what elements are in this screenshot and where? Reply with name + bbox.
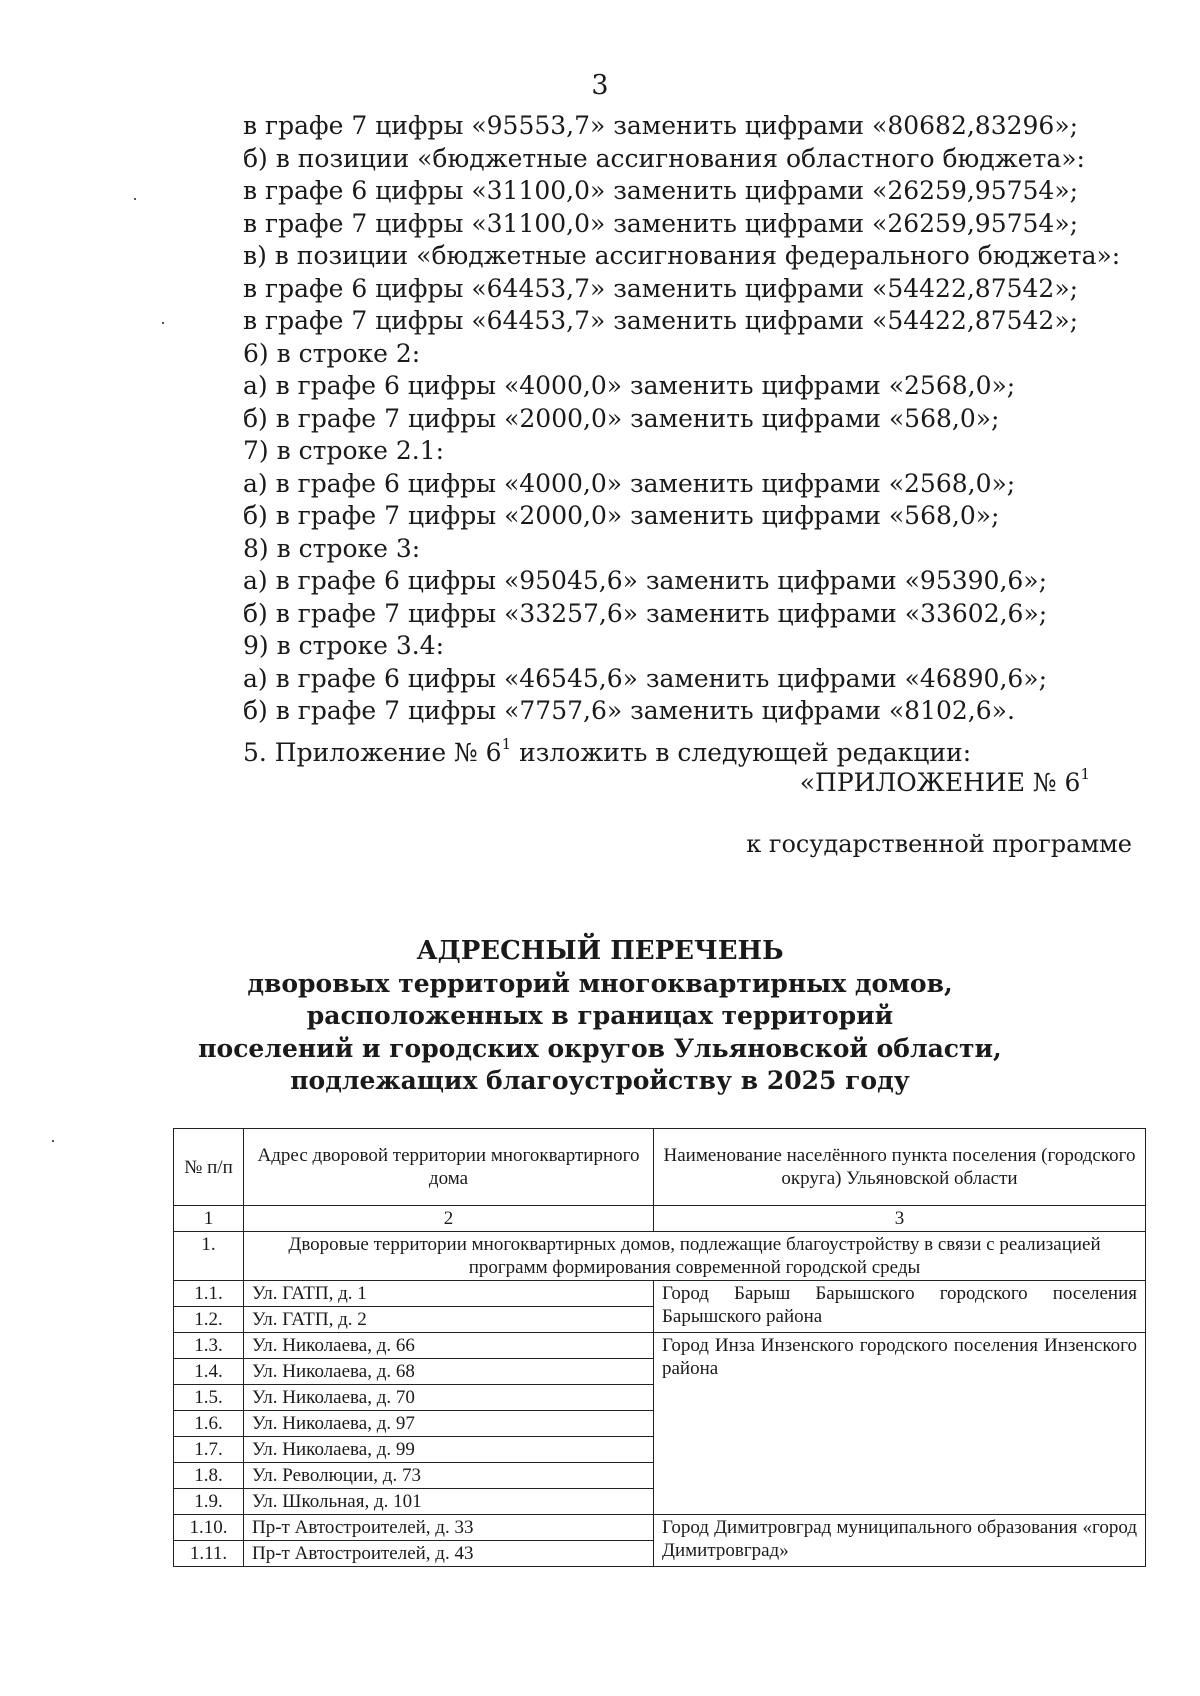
amendment-line: б) в позиции «бюджетные ассигнования областного бюджета»: bbox=[243, 143, 1085, 173]
column-number: 2 bbox=[244, 1206, 654, 1232]
row-address: Ул. Николаева, д. 97 bbox=[244, 1411, 654, 1437]
table-row bbox=[174, 1281, 1146, 1307]
section-row bbox=[174, 1232, 1146, 1281]
row-address: Ул. ГАТП, д. 2 bbox=[244, 1307, 654, 1333]
amendment-line: в графе 6 цифры «31100,0» заменить цифрами «26259,95754»; bbox=[243, 176, 1079, 205]
row-number: 1.7. bbox=[174, 1437, 244, 1463]
amendment-line: б) в графе 7 цифры «2000,0» заменить цифрами «568,0»; bbox=[243, 403, 1000, 433]
row-number: 1.9. bbox=[174, 1489, 244, 1515]
row-number: 1.4. bbox=[174, 1359, 244, 1385]
row-locality: Город Димитровград муниципального образования «город Димитровград» bbox=[654, 1515, 1146, 1567]
row-locality: Город Барыш Барышского городского поселения Барышского района bbox=[654, 1281, 1146, 1333]
row-address: Ул. Школьная, д. 101 bbox=[244, 1489, 654, 1515]
heading-main: АДРЕСНЫЙ ПЕРЕЧЕНЬ bbox=[416, 936, 784, 966]
header-number: № п/п bbox=[174, 1129, 244, 1206]
row-number: 1.11. bbox=[174, 1541, 244, 1567]
appendix-superscript: 1 bbox=[1080, 765, 1090, 783]
appendix-subtitle: к государственной программе bbox=[746, 830, 1132, 858]
row-address: Пр-т Автостроителей, д. 33 bbox=[244, 1515, 654, 1541]
row-number: 1.8. bbox=[174, 1463, 244, 1489]
column-number-row bbox=[174, 1206, 1146, 1232]
row-address: Пр-т Автостроителей, д. 43 bbox=[244, 1541, 654, 1567]
row-number: 1.5. bbox=[174, 1385, 244, 1411]
amendment-line: б) в графе 7 цифры «33257,6» заменить цифрами «33602,6»; bbox=[243, 598, 1048, 628]
item-5-text: 5. Приложение № 6 bbox=[243, 738, 502, 767]
amendment-line: 6) в строке 2: bbox=[243, 338, 421, 368]
row-number: 1.1. bbox=[174, 1281, 244, 1307]
document-heading bbox=[0, 935, 1200, 1098]
section-title: Дворовые территории многоквартирных домов, подлежащие благоустройству в связи с реализацией программ формирования современной городской среды bbox=[244, 1232, 1146, 1281]
row-number: 1.3. bbox=[174, 1333, 244, 1359]
table-header-row bbox=[174, 1129, 1146, 1206]
amendment-line: в графе 7 цифры «31100,0» заменить цифрами «26259,95754»; bbox=[243, 208, 1079, 238]
amendment-line: в графе 7 цифры «64453,7» заменить цифрами «54422,87542»; bbox=[243, 306, 1079, 335]
amendment-line: в графе 6 цифры «64453,7» заменить цифрами «54422,87542»; bbox=[243, 273, 1079, 303]
amendment-line: а) в графе 6 цифры «4000,0» заменить цифрами «2568,0»; bbox=[243, 468, 1016, 498]
amendment-list bbox=[243, 110, 1143, 728]
amendment-line: а) в графе 6 цифры «46545,6» заменить цифрами «46890,6»; bbox=[243, 663, 1048, 693]
row-number: 1.2. bbox=[174, 1307, 244, 1333]
column-number: 3 bbox=[654, 1206, 1146, 1232]
page-number: 3 bbox=[591, 70, 609, 101]
row-locality: Город Инза Инзенского городского поселения Инзенского района bbox=[654, 1333, 1146, 1515]
scan-speck bbox=[52, 1140, 54, 1142]
heading-line: поселений и городских округов Ульяновской области, bbox=[198, 1033, 1002, 1063]
scan-speck bbox=[134, 198, 136, 200]
scan-speck bbox=[162, 322, 164, 324]
heading-line: подлежащих благоустройству в 2025 году bbox=[290, 1066, 910, 1095]
appendix-title bbox=[799, 765, 1090, 797]
amendment-line: а) в графе 6 цифры «95045,6» заменить цифрами «95390,6»; bbox=[243, 566, 1048, 595]
row-address: Ул. Николаева, д. 99 bbox=[244, 1437, 654, 1463]
row-number: 1.10. bbox=[174, 1515, 244, 1541]
header-address: Адрес дворовой территории многоквартирного дома bbox=[244, 1129, 654, 1206]
header-locality: Наименование населённого пункта поселения (городского округа) Ульяновской области bbox=[654, 1129, 1146, 1206]
amendment-line: 8) в строке 3: bbox=[243, 533, 421, 563]
amendment-line: в графе 7 цифры «95553,7» заменить цифрами «80682,83296»; bbox=[243, 111, 1079, 140]
amendment-line: 9) в строке 3.4: bbox=[243, 631, 445, 660]
amendment-line: а) в графе 6 цифры «4000,0» заменить цифрами «2568,0»; bbox=[243, 371, 1016, 400]
row-address: Ул. ГАТП, д. 1 bbox=[244, 1281, 654, 1307]
section-number: 1. bbox=[174, 1232, 244, 1281]
amendment-line: б) в графе 7 цифры «7757,6» заменить цифрами «8102,6». bbox=[243, 696, 1015, 725]
heading-line: расположенных в границах территорий bbox=[306, 1001, 894, 1030]
address-table bbox=[173, 1128, 1146, 1567]
column-number: 1 bbox=[174, 1206, 244, 1232]
item-5-text-rest: изложить в следующей редакции: bbox=[511, 738, 972, 767]
row-address: Ул. Николаева, д. 66 bbox=[244, 1333, 654, 1359]
amendment-line: в) в позиции «бюджетные ассигнования федерального бюджета»: bbox=[243, 241, 1121, 270]
appendix-title-text: «ПРИЛОЖЕНИЕ № 6 bbox=[799, 768, 1081, 797]
row-address: Ул. Николаева, д. 70 bbox=[244, 1385, 654, 1411]
table-row bbox=[174, 1333, 1146, 1359]
item-5-superscript: 1 bbox=[501, 735, 512, 753]
row-address: Ул. Революции, д. 73 bbox=[244, 1463, 654, 1489]
row-address: Ул. Николаева, д. 68 bbox=[244, 1359, 654, 1385]
heading-line: дворовых территорий многоквартирных домов, bbox=[247, 968, 953, 998]
amendment-line: 7) в строке 2.1: bbox=[243, 436, 445, 465]
amendment-line: б) в графе 7 цифры «2000,0» заменить цифрами «568,0»; bbox=[243, 501, 1000, 530]
row-number: 1.6. bbox=[174, 1411, 244, 1437]
table-row bbox=[174, 1515, 1146, 1541]
item-5-paragraph bbox=[243, 735, 972, 767]
